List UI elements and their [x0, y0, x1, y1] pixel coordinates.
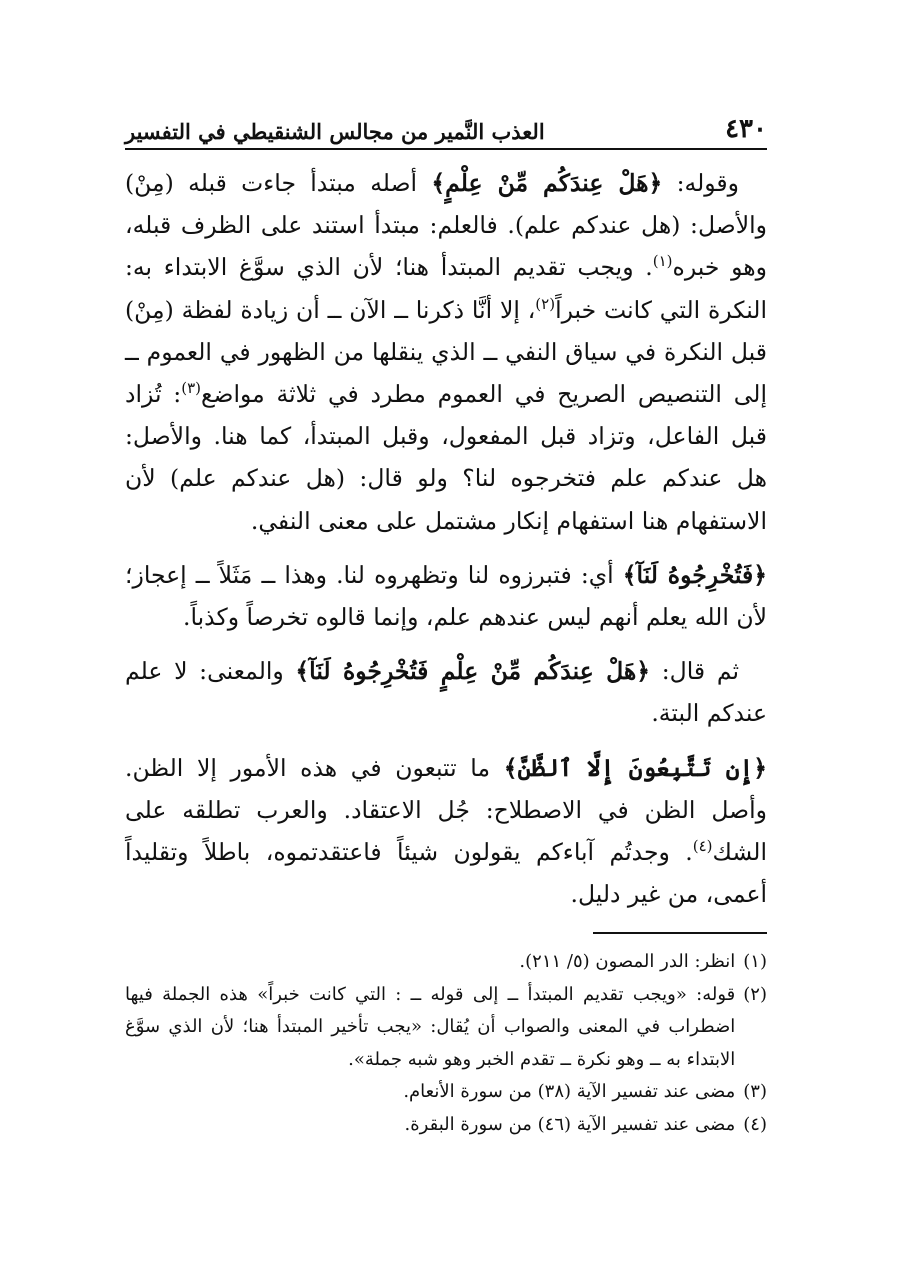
footnote-separator: [593, 932, 767, 934]
footnote-3: [125, 1076, 767, 1109]
page-header: [125, 106, 767, 150]
footnote-text: انظر: الدر المصون (٥/ ٢١١).: [519, 951, 736, 972]
quran-quote: ﴿هَلْ عِندَكُم مِّنْ عِلْمٍ فَتُخْرِجُوهُ لَنَآ﴾: [295, 657, 651, 686]
quran-quote: ﴿إِن تَتَّبِعُونَ إِلَّا ٱلظَّنَّ﴾: [503, 753, 767, 782]
footnote-text: مضى عند تفسير الآية (٣٨) من سورة الأنعام.: [403, 1081, 736, 1102]
paragraph-1: وقوله: ﴿هَلْ عِندَكُم مِّنْ عِلْمٍ﴾ أصله مبتدأ جاءت قبله (مِنْ) والأصل: (هل عندكم علم). فالعلم: مبتدأ استند على الظرف قبله، وهو خبره$^{(١)}$. ويجب تقديم المبتدأ هنا؛ لأن الذي سوَّغ الابتداء به: النكرة التي كانت خبراً$^{(٢)}$، إلا أنَّا ذكرنا ــ الآن ــ أن زيادة لفظة (مِنْ) قبل النكرة في سياق النفي ــ الذي ينقلها من الظهور في العموم ــ إلى التنصيص الصريح في العموم مطرد في ثلاثة مواضع$^{(٣)}$: تُزاد قبل الفاعل، وتزاد قبل المفعول، وقبل المبتدأ، كما هنا. والأصل: هل عندكم علم فتخرجوه لنا؟ ولو قال: (هل عندكم علم) لأن الاستفهام هنا استفهام إنكار مشتمل على معنى النفي.: [125, 169, 768, 535]
page-number: ٤٣٠: [725, 114, 767, 144]
main-text: [125, 162, 767, 915]
footnote-text: قوله: «ويجب تقديم المبتدأ ــ إلى قوله ــ : التي كانت خبراً» هذه الجملة فيها اضطراب في المعنى والصواب أن يُقال: «يجب تأخير المبتدأ هنا؛ لأن الذي سوَّغ الابتداء به ــ وهو نكرة ــ تقدم الخبر وهو شبه جملة».: [125, 983, 736, 1070]
footnotes: [125, 946, 767, 1141]
footnote-2: [125, 979, 767, 1077]
paragraph-2: ﴿فَتُخْرِجُوهُ لَنَآ﴾ أي: فتبرزوه لنا وتظهروه لنا. وهذا ــ مَثَلاً ــ إعجاز؛ لأن الله يعلم أنهم ليس عندهم علم، وإنما قالوه تخرصاً وكذباً.: [125, 560, 767, 632]
footnote-number: (٢): [743, 983, 767, 1005]
footnote-1: [125, 946, 767, 979]
footnote-ref-2[interactable]: (٢): [535, 294, 556, 313]
running-title: العذب النَّمير من مجالس الشنقيطي في التفسير: [125, 119, 545, 144]
footnote-ref-4[interactable]: (٤): [692, 837, 713, 856]
paragraph-3: ثم قال: ﴿هَلْ عِندَكُم مِّنْ عِلْمٍ فَتُخْرِجُوهُ لَنَآ﴾ والمعنى: لا علم عندكم البتة.: [125, 657, 767, 728]
footnote-number: (٣): [743, 1081, 767, 1102]
footnote-ref-1[interactable]: (١): [652, 252, 673, 271]
quran-quote: ﴿هَلْ عِندَكُم مِّنْ عِلْمٍ﴾: [431, 169, 663, 197]
footnote-text: مضى عند تفسير الآية (٤٦) من سورة البقرة.: [404, 1113, 736, 1135]
footnote-number: (٤): [743, 1113, 767, 1135]
footnote-ref-3[interactable]: (٣): [181, 379, 201, 398]
footnote-4: [125, 1109, 767, 1142]
quran-quote: ﴿فَتُخْرِجُوهُ لَنَآ﴾: [622, 560, 767, 589]
paragraph-4: ﴿إِن تَتَّبِعُونَ إِلَّا ٱلظَّنَّ﴾ ما تتبعون في هذه الأمور إلا الظن. وأصل الظن في الاصطلاح: جُل الاعتقاد. والعرب تطلقه على الشك$^{(٤)}$. وجدتُم آباءكم يقولون شيئاً فاعتقدتموه، باطلاً وتقليداً أعمى، من غير دليل.: [125, 753, 767, 909]
footnote-number: (١): [743, 951, 767, 972]
